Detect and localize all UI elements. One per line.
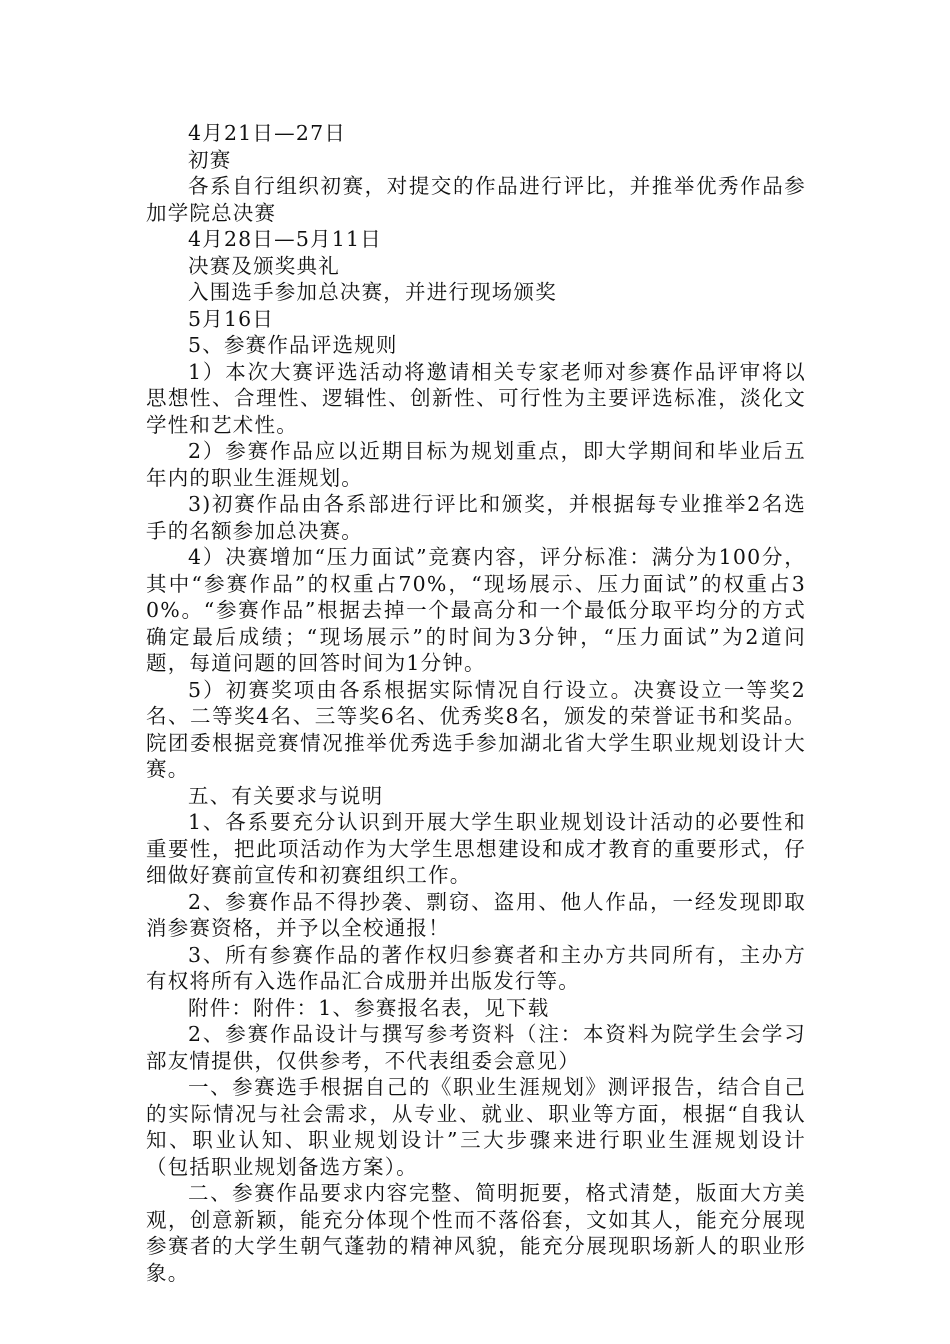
requirement-item-1: 1、各系要充分认识到开展大学生职业规划设计活动的必要性和重要性，把此项活动作为大学生思想建设和成才教育的重要形式，仔细做好赛前宣传和初赛组织工作。 [146,810,806,887]
schedule-date-2: 4月28日—5月11日 [188,227,382,251]
stage-final-description: 入围选手参加总决赛，并进行现场颁奖 [188,280,557,304]
stage-preliminary: 初赛 [188,147,232,172]
schedule-date-1: 4月21日—27日 [188,121,347,145]
requirement-item-2: 2、参赛作品不得抄袭、剽窃、盗用、他人作品，一经发现即取消参赛资格，并予以全校通报！ [146,889,806,940]
rule-item-5: 5）初赛奖项由各系根据实际情况自行设立。决赛设立一等奖2名、二等奖4名、三等奖6名、优秀奖8名，颁发的荣誉证书和奖品。院团委根据竞赛情况推举优秀选手参加湖北省大学生职业规划设计大赛。 [146,677,806,781]
section-heading-rules: 5、参赛作品评选规则 [188,333,398,357]
stage-final: 决赛及颁奖典礼 [188,253,340,278]
rule-item-2: 2）参赛作品应以近期目标为规划重点，即大学期间和毕业后五年内的职业生涯规划。 [146,439,806,490]
document-body [146,120,806,1286]
rule-item-4: 4）决赛增加“压力面试”竞赛内容，评分标准：满分为100分，其中“参赛作品”的权重占70%，“现场展示、压力面试”的权重占30%。“参赛作品”根据去掉一个最高分和一个最低分取平均分的方式确定最后成绩；“现场展示”的时间为3分钟，“压力面试”为2道问题，每道问题的回答时间为1分钟。 [146,545,806,675]
attachment-line-2: 2、参赛作品设计与撰写参考资料（注：本资料为院学生会学习部友情提供，仅供参考，不代表组委会意见） [146,1022,806,1073]
requirement-item-3: 3、所有参赛作品的著作权归参赛者和主办方共同所有，主办方有权将所有入选作品汇合成册并出版发行等。 [146,942,806,993]
reference-item-1: 一、参赛选手根据自己的《职业生涯规划》测评报告，结合自己的实际情况与社会需求，从专业、就业、职业等方面，根据“自我认知、职业认知、职业规划设计”三大步骤来进行职业生涯规划设计（包括职业规划备选方案）。 [146,1075,806,1179]
schedule-date-3: 5月16日 [188,306,275,331]
rule-item-3: 3)初赛作品由各系部进行评比和颁奖，并根据每专业推举2名选手的名额参加总决赛。 [146,492,806,543]
rule-item-1: 1）本次大赛评选活动将邀请相关专家老师对参赛作品评审将以思想性、合理性、逻辑性、创新性、可行性为主要评选标准，淡化文学性和艺术性。 [146,359,806,437]
section-heading-requirements: 五、有关要求与说明 [188,783,384,808]
attachment-line-1: 附件：附件：1、参赛报名表，见下载 [188,995,550,1020]
stage-preliminary-description: 各系自行组织初赛，对提交的作品进行评比，并推举优秀作品参加学院总决赛 [146,174,806,225]
reference-item-2: 二、参赛作品要求内容完整、简明扼要，格式清楚，版面大方美观，创意新颖，能充分体现个性而不落俗套，文如其人，能充分展现参赛者的大学生朝气蓬勃的精神风貌，能充分展现职场新人的职业形象。 [146,1181,806,1285]
